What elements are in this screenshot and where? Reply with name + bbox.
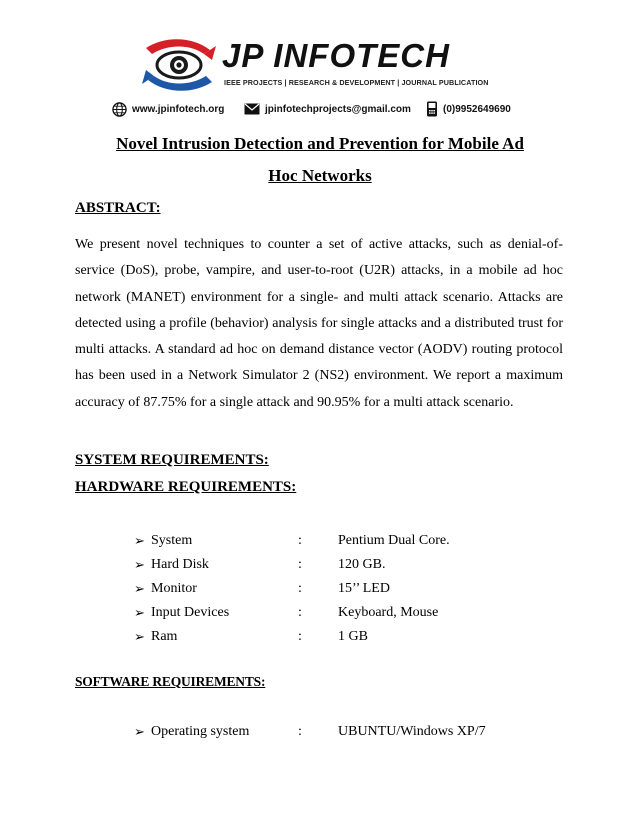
- arrow-bullet-icon: ➢: [134, 629, 145, 644]
- phone-contact: [426, 100, 511, 118]
- separator: :: [298, 533, 302, 548]
- requirement-label: Operating system: [151, 724, 250, 739]
- phone-icon: [426, 101, 438, 117]
- phone-number: (0)9952649690: [443, 103, 511, 115]
- website-contact: [112, 100, 224, 118]
- arrow-bullet-icon: ➢: [134, 533, 145, 548]
- requirement-value: Keyboard, Mouse: [338, 605, 439, 620]
- requirement-label: System: [151, 533, 193, 548]
- separator: :: [298, 724, 302, 739]
- requirement-label: Monitor: [151, 581, 197, 596]
- requirement-value: 15’’ LED: [338, 581, 390, 596]
- abstract-text: We present novel techniques to counter a set of active attacks, such as denial-of-service (DoS), probe, vampire, and user-to-root (U2R) attacks, in a mobile ad hoc network (MANET) environment for a single- and multi attack scenario. Attacks are detected using a profile (behavior) analysis for single attacks and a distributed trust for multi attacks. A standard ad hoc on demand distance vector (AODV) routing protocol has been used in a Network Simulator 2 (NS2) environment. We report a maximum accuracy of 87.75% for a single attack and 90.95% for a multi attack scenario.: [75, 237, 563, 410]
- website-link[interactable]: www.jpinfotech.org: [132, 103, 225, 115]
- brand-tagline: IEEE PROJECTS | RESEARCH & DEVELOPMENT | JOURNAL PUBLICATION: [224, 78, 489, 87]
- list-item: [134, 603, 564, 627]
- eye-swoosh-logo-icon: [140, 34, 218, 96]
- hardware-requirements-heading: HARDWARE REQUIREMENTS:: [75, 479, 297, 495]
- globe-icon: [112, 102, 127, 117]
- requirement-label: Hard Disk: [151, 557, 209, 572]
- separator: :: [298, 605, 302, 620]
- document-title-line-1: Novel Intrusion Detection and Prevention for Mobile Ad: [116, 134, 524, 153]
- requirement-value: Pentium Dual Core.: [338, 533, 450, 548]
- list-item: [134, 531, 564, 555]
- separator: :: [298, 629, 302, 644]
- system-requirements-heading: SYSTEM REQUIREMENTS:: [75, 452, 269, 468]
- list-item: [134, 627, 564, 651]
- email-link[interactable]: jpinfotechprojects@gmail.com: [265, 103, 411, 115]
- arrow-bullet-icon: ➢: [134, 581, 145, 596]
- list-item: [134, 722, 564, 746]
- header-logo: [140, 34, 500, 96]
- list-item: [134, 555, 564, 579]
- software-requirements-list: [134, 722, 564, 746]
- abstract-heading: ABSTRACT:: [75, 200, 161, 216]
- requirement-value: 1 GB: [338, 629, 368, 644]
- separator: :: [298, 581, 302, 596]
- email-contact: [244, 100, 411, 118]
- brand-name: JP INFOTECH: [222, 37, 450, 74]
- hardware-requirements-list: [134, 531, 564, 651]
- arrow-bullet-icon: ➢: [134, 557, 145, 572]
- list-item: [134, 579, 564, 603]
- requirement-value: UBUNTU/Windows XP/7: [338, 724, 486, 739]
- arrow-bullet-icon: ➢: [134, 724, 145, 739]
- separator: :: [298, 557, 302, 572]
- contact-bar: [112, 100, 542, 118]
- document-title-line-2: Hoc Networks: [268, 166, 372, 185]
- requirement-label: Input Devices: [151, 605, 230, 620]
- software-requirements-heading: SOFTWARE REQUIREMENTS:: [75, 674, 266, 689]
- requirement-label: Ram: [151, 629, 178, 644]
- arrow-bullet-icon: ➢: [134, 605, 145, 620]
- envelope-icon: [244, 103, 260, 115]
- requirement-value: 120 GB.: [338, 557, 386, 572]
